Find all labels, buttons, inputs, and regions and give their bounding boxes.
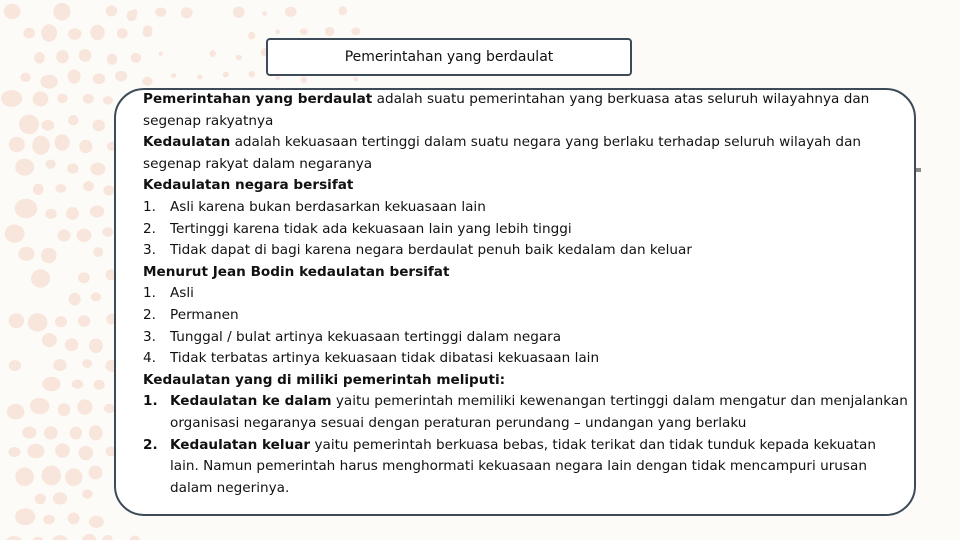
list-item xyxy=(143,219,908,241)
decor-dot xyxy=(42,466,61,486)
list-item xyxy=(143,327,908,349)
decor-dot xyxy=(8,447,20,457)
slide-title: Pemerintahan yang berdaulat xyxy=(344,49,554,65)
list-item xyxy=(143,305,908,327)
list-text: Asli karena bukan berdasarkan kekuasaan lain xyxy=(170,198,486,215)
decor-dot xyxy=(276,76,280,80)
decor-dot xyxy=(102,535,113,540)
decor-dot xyxy=(43,515,55,525)
decor-dot xyxy=(57,229,70,241)
decor-dot xyxy=(155,7,166,16)
decor-dot xyxy=(15,159,34,176)
list-number: 3. xyxy=(143,242,156,259)
decor-dot xyxy=(83,94,94,104)
decor-dot xyxy=(223,72,229,78)
decor-dot xyxy=(68,28,82,40)
decor-dot xyxy=(107,53,117,64)
list-text: Asli xyxy=(170,285,194,302)
decor-dot xyxy=(54,134,69,151)
decor-dot xyxy=(115,71,127,81)
decor-dot xyxy=(103,96,113,104)
list-description: yaitu pemerintah berkuasa bebas, tidak terikat dan tidak tunduk kepada kekuatan lain. Namun pemerintah harus menghormati kekuasaan negara lain dengan tidak mencampuri urusan dalam negerinya. xyxy=(170,436,876,496)
decor-dot xyxy=(77,399,92,414)
decor-dot xyxy=(300,28,308,34)
decor-dot xyxy=(132,53,138,58)
decor-dot xyxy=(67,163,79,173)
list-description: yaitu pemerintah memiliki kewenangan tertinggi dalam mengatur dan menjalankan organisasi negaranya sesuai dengan peraturan perundang – undangan yang berlaku xyxy=(170,393,908,431)
decor-dot xyxy=(41,24,57,41)
decor-dot xyxy=(338,6,347,15)
decor-dot xyxy=(102,227,113,237)
decor-dot xyxy=(89,425,103,440)
decor-dot xyxy=(4,4,21,19)
decor-dot xyxy=(159,51,163,56)
decor-dot xyxy=(58,403,71,416)
list-text: Tertinggi karena tidak ada kekuasaan lain yang lebih tinggi xyxy=(170,220,572,237)
decor-dot xyxy=(28,313,48,331)
decor-dot xyxy=(106,5,118,16)
decor-dot xyxy=(130,535,140,540)
decor-dot xyxy=(181,7,193,18)
decor-dot xyxy=(30,398,50,414)
list-number: 1. xyxy=(143,393,158,410)
list-number: 1. xyxy=(143,198,156,215)
list-text: Tunggal / bulat artinya kekuasaan tertinggi dalam negara xyxy=(170,328,562,345)
decor-dot xyxy=(53,359,67,371)
decor-dot xyxy=(143,25,152,35)
decor-dot xyxy=(23,28,35,39)
decor-dot xyxy=(93,380,104,390)
list-item xyxy=(143,283,908,305)
list-number: 4. xyxy=(143,350,156,367)
decor-dot xyxy=(31,269,50,288)
list-text xyxy=(170,391,908,434)
decor-dot xyxy=(69,293,81,306)
decor-dot xyxy=(65,468,82,486)
list-term: Kedaulatan ke dalam xyxy=(170,393,332,410)
decor-dot xyxy=(9,313,25,328)
decor-dot xyxy=(9,137,25,152)
decor-dot xyxy=(55,316,67,327)
list-text: Permanen xyxy=(170,306,239,323)
decor-dot xyxy=(89,339,103,353)
decor-dot xyxy=(68,115,79,125)
decor-dot xyxy=(262,11,267,16)
kedaulatan-paragraph xyxy=(143,132,908,175)
kedaulatan-definition: adalah kekuasaan tertinggi dalam suatu negara yang berlaku terhadap seluruh wilayah dan segenap rakyat dalam negaranya xyxy=(143,134,862,172)
intro-term: Pemerintahan yang berdaulat xyxy=(143,91,373,107)
decor-dot xyxy=(5,225,25,243)
decor-dot xyxy=(19,114,39,134)
list-term: Kedaulatan keluar xyxy=(170,436,311,453)
decor-dot xyxy=(171,73,176,78)
sifat-negara-list xyxy=(143,197,908,262)
decor-dot xyxy=(33,184,44,195)
decor-dot xyxy=(79,446,94,461)
decor-dot xyxy=(1,90,22,107)
decor-dot xyxy=(209,50,216,57)
list-number: 2. xyxy=(143,436,158,453)
decor-dot xyxy=(89,466,103,480)
decor-dot xyxy=(89,516,104,528)
decor-dot xyxy=(45,160,55,169)
list-item xyxy=(143,197,908,219)
decor-dot xyxy=(93,247,103,257)
decor-dot xyxy=(15,508,35,525)
decor-dot xyxy=(197,75,203,80)
decor-dot xyxy=(33,91,49,106)
kedaulatan-term: Kedaulatan xyxy=(143,134,231,151)
list-item xyxy=(143,435,908,500)
decor-dot xyxy=(42,333,57,347)
decor-dot xyxy=(18,247,34,261)
decor-dot xyxy=(32,136,50,155)
list-number: 2. xyxy=(143,220,156,237)
decor-dot xyxy=(90,163,105,176)
decor-dot xyxy=(57,94,67,103)
decor-dot xyxy=(68,513,80,525)
decor-dot xyxy=(66,207,79,220)
decor-dot xyxy=(248,32,255,40)
list-item xyxy=(143,348,908,370)
list-number: 3. xyxy=(143,328,156,345)
decor-dot xyxy=(285,7,297,17)
decor-dot xyxy=(15,467,34,486)
dimiliki-list xyxy=(143,391,908,499)
decor-dot xyxy=(351,28,360,36)
content-text xyxy=(143,89,908,499)
decor-dot xyxy=(233,7,245,18)
decor-dot xyxy=(117,28,128,39)
decor-dot xyxy=(41,120,54,131)
decor-dot xyxy=(56,50,69,63)
decor-dot xyxy=(78,315,91,327)
slide-edge-mark xyxy=(916,168,921,172)
decor-dot xyxy=(235,55,242,60)
intro-paragraph xyxy=(143,89,908,132)
decor-dot xyxy=(82,534,97,540)
decor-dot xyxy=(45,209,56,219)
decor-dot xyxy=(79,140,92,154)
decor-dot xyxy=(82,359,92,368)
list-text: Tidak terbatas artinya kekuasaan tidak dibatasi kekuasaan lain xyxy=(170,350,600,367)
decor-dot xyxy=(41,248,57,264)
decor-dot xyxy=(53,492,67,504)
decor-dot xyxy=(90,25,104,40)
list-text: Tidak dapat di bagi karena negara berdaulat penuh baik kedalam dan keluar xyxy=(170,242,692,259)
decor-dot xyxy=(34,52,45,63)
decor-dot xyxy=(22,426,36,438)
decor-dot xyxy=(325,27,335,36)
jean-bodin-heading: Menurut Jean Bodin kedaulatan bersifat xyxy=(143,263,450,280)
decor-dot xyxy=(77,229,92,242)
decor-dot xyxy=(248,71,255,78)
slide-title-box xyxy=(266,38,632,76)
decor-dot xyxy=(93,74,106,85)
decor-dot xyxy=(72,379,83,388)
intro-definition: adalah suatu pemerintahan yang berkuasa atas seluruh wilayahnya dan segenap rakyatnya xyxy=(143,91,870,129)
decor-dot xyxy=(32,537,44,540)
decor-dot xyxy=(301,76,307,83)
list-number: 1. xyxy=(143,285,156,302)
decor-dot xyxy=(78,272,90,283)
decor-dot xyxy=(70,427,82,440)
decor-dot xyxy=(20,73,30,82)
list-text xyxy=(170,435,908,500)
decor-dot xyxy=(27,444,44,458)
decor-dot xyxy=(44,426,58,439)
decor-dot xyxy=(7,404,25,420)
dimiliki-heading: Kedaulatan yang di miliki pemerintah meliputi: xyxy=(143,371,506,388)
decor-dot xyxy=(103,185,114,195)
list-number: 2. xyxy=(143,306,156,323)
decor-dot xyxy=(40,75,57,89)
decor-dot xyxy=(15,199,38,219)
decor-dot xyxy=(145,78,151,83)
jean-bodin-list xyxy=(143,283,908,369)
decor-dot xyxy=(82,489,93,498)
decor-dot xyxy=(53,3,70,21)
list-item xyxy=(143,240,908,262)
list-item xyxy=(143,391,908,434)
decor-dot xyxy=(79,49,92,62)
decor-dot xyxy=(354,77,358,82)
decor-dot xyxy=(132,9,137,14)
decor-dot xyxy=(91,292,102,301)
decor-dot xyxy=(90,205,104,217)
decor-dot xyxy=(275,29,280,34)
decor-dot xyxy=(83,181,94,191)
decor-dot xyxy=(55,443,70,458)
decor-dot xyxy=(5,536,23,540)
decor-dot xyxy=(92,119,104,131)
decor-dot xyxy=(42,377,60,392)
decor-dot xyxy=(68,69,81,83)
decor-dot xyxy=(55,184,66,193)
decor-dot xyxy=(9,360,21,371)
sifat-negara-heading: Kedaulatan negara bersifat xyxy=(143,177,354,194)
decor-dot xyxy=(52,535,69,540)
decor-dot xyxy=(65,338,79,351)
decor-dot xyxy=(35,493,46,504)
